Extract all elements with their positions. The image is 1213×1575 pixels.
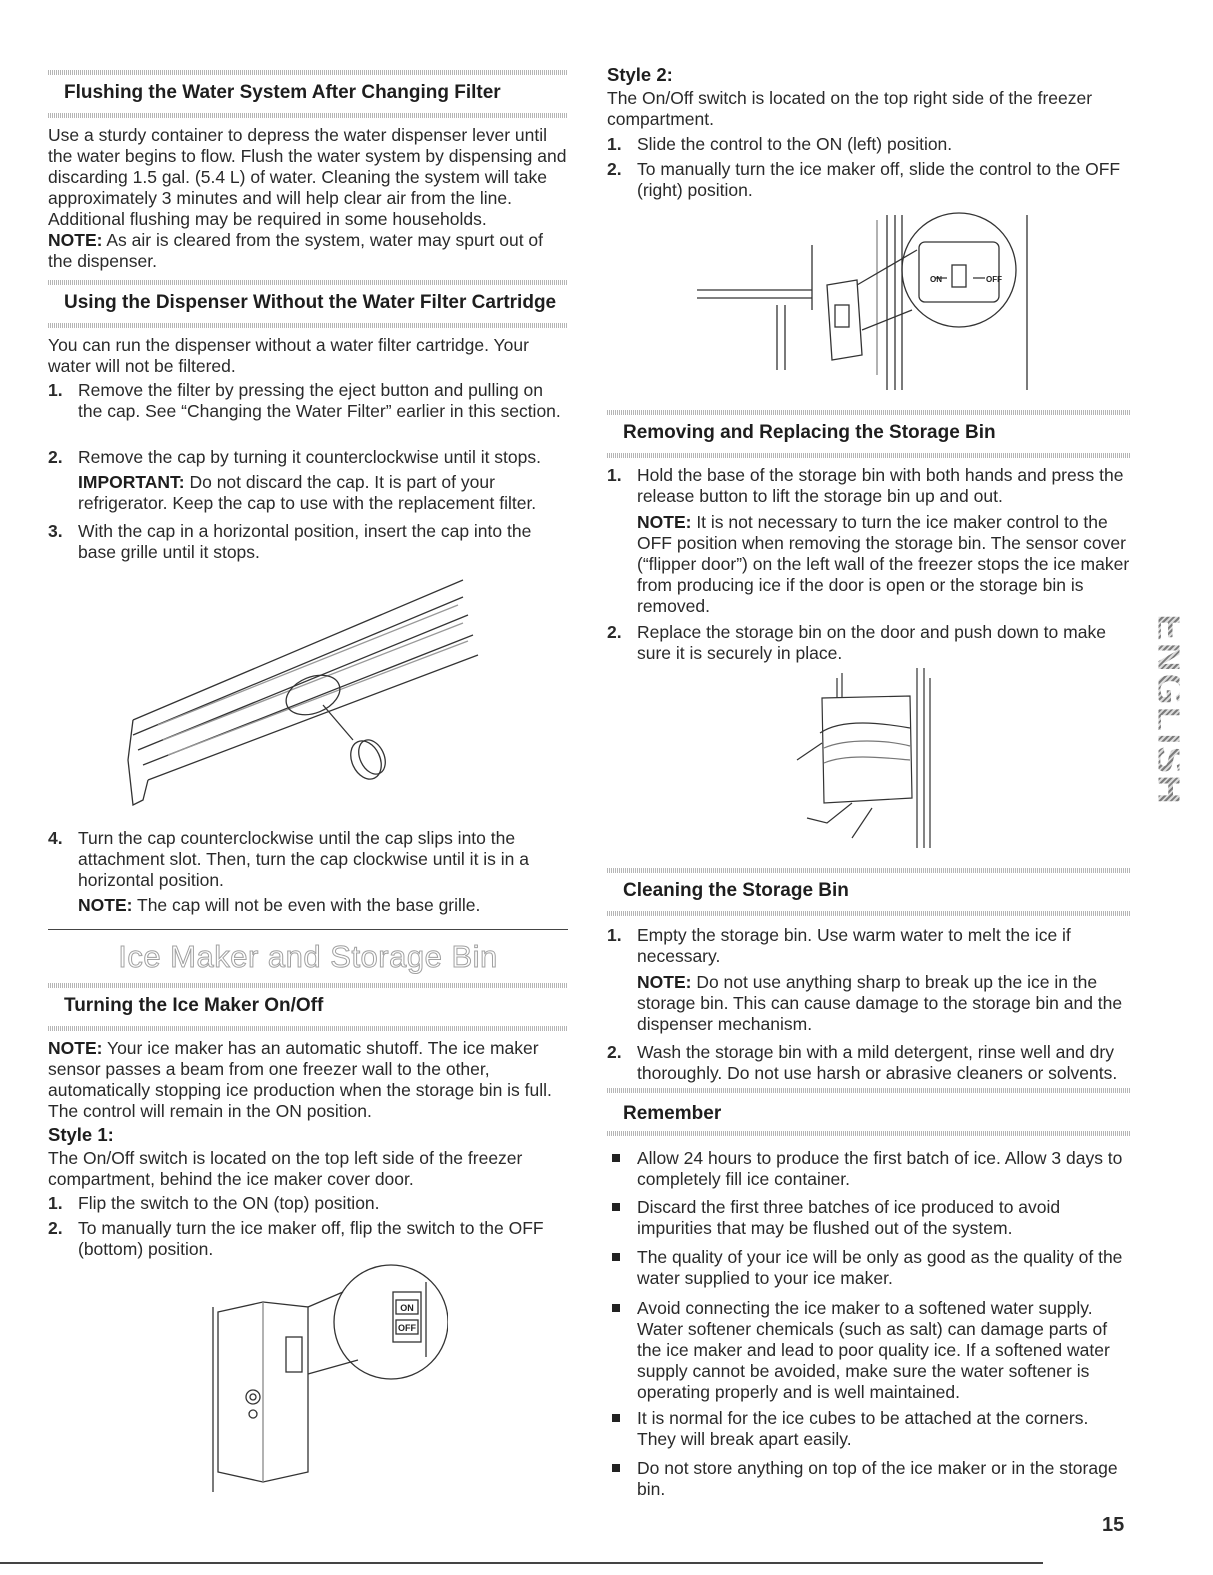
bullet-item: Do not store anything on top of the ice maker or in the storage bin. [607, 1458, 1130, 1500]
style2-label: Style 2: [607, 64, 673, 85]
language-side-tab: ENGLISH [1147, 614, 1192, 806]
remember-heading: Remember [623, 1103, 722, 1124]
turning-heading: Turning the Ice Maker On/Off [64, 995, 324, 1016]
list-item: 2. To manually turn the ice maker off, slide the control to the OFF (right) position. [607, 159, 1121, 200]
removing-note: NOTE: It is not necessary to turn the ice maker control to the OFF position when removing the storage bin. The sensor cover (“flipper door”) on the left wall of the freezer stops the ice maker from producing ice if the door is open or the storage bin is removed. [637, 512, 1130, 616]
bullet-item: Avoid connecting the ice maker to a softened water supply. Water softener chemicals (such as salt) can damage parts of the ice maker and lead to poor quality ice. If a softened water supply cannot be avoided, make sure the water softener is operating properly and is well maintained. [607, 1298, 1130, 1403]
list-item: 1. Remove the filter by pressing the eject button and pulling on the cap. See “Changing the Water Filter” earlier in this section. [48, 380, 561, 421]
removing-heading-band [607, 410, 1130, 458]
without-filter-intro: You can run the dispenser without a water filter cartridge. Your water will not be filtered. [48, 335, 529, 376]
bullet-item: The quality of your ice will be only as good as the quality of the water supplied to your ice maker. [607, 1247, 1130, 1289]
switch-off-label: OFF [398, 1323, 416, 1333]
list-item: 3. With the cap in a horizontal position, insert the cap into the base grille until it stops. [48, 521, 532, 562]
flushing-body: Use a sturdy container to depress the water dispenser lever until the water begins to flow. Flush the water system by dispensing and discarding 1.5 gal. (5.4 L) of water. Cleaning the system will take approximately 3 minutes and will help clear air from the line. Additional flushing may be required in some households. [48, 125, 567, 229]
list-item: 2. Remove the cap by turning it counterclockwise until it stops. [48, 447, 541, 467]
bottom-rule [0, 1562, 1043, 1564]
style1-switch-illustration [208, 1262, 448, 1502]
bullet-item: Discard the first three batches of ice produced to avoid impurities that may be flushed out of the system. [607, 1197, 1130, 1239]
bullet-item: Allow 24 hours to produce the first batch of ice. Allow 3 days to completely fill ice container. [607, 1148, 1130, 1190]
style2-body: The On/Off switch is located on the top right side of the freezer compartment. [607, 88, 1093, 129]
bullet-icon [612, 1253, 620, 1261]
removing-heading: Removing and Replacing the Storage Bin [623, 422, 996, 443]
list-item: 2. Wash the storage bin with a mild detergent, rinse well and dry thoroughly. Do not use harsh or abrasive cleaners or solvents. [607, 1042, 1118, 1083]
cleaning-note: NOTE: Do not use anything sharp to break up the ice in the storage bin. This can cause damage to the storage bin and the dispenser mechanism. [637, 972, 1123, 1034]
section-title: Ice Maker and Storage Bin [118, 939, 498, 974]
bullet-icon [612, 1304, 620, 1312]
without-filter-heading-band [48, 280, 568, 328]
list-item: 1. Empty the storage bin. Use warm water to melt the ice if necessary. [607, 925, 1071, 966]
flushing-heading-band [48, 70, 568, 118]
style1-label: Style 1: [48, 1124, 114, 1145]
cleaning-heading: Cleaning the Storage Bin [623, 880, 849, 901]
cleaning-heading-band [607, 868, 1130, 916]
remember-heading-band [607, 1088, 1130, 1136]
switch-on-label: ON [400, 1303, 414, 1313]
flushing-heading: Flushing the Water System After Changing Filter [64, 82, 501, 103]
list-item: 1. Hold the base of the storage bin with both hands and press the release button to lift the storage bin up and out. [607, 465, 1124, 506]
slider-off-label: OFF [986, 275, 1002, 284]
bullet-icon [612, 1203, 620, 1211]
bullet-icon [612, 1414, 620, 1422]
turning-heading-band [48, 983, 568, 1031]
section-divider [48, 929, 568, 930]
list-item: 2. To manually turn the ice maker off, flip the switch to the OFF (bottom) position. [48, 1218, 544, 1259]
style1-body: The On/Off switch is located on the top left side of the freezer compartment, behind the ice maker cover door. [48, 1148, 523, 1189]
grille-note: NOTE: The cap will not be even with the base grille. [78, 895, 481, 915]
bullet-item: It is normal for the ice cubes to be attached at the corners. They will break apart easily. [607, 1408, 1130, 1450]
storage-bin-illustration [792, 668, 952, 853]
style2-slider-illustration [697, 210, 1037, 395]
list-item: 4. Turn the cap counterclockwise until the cap slips into the attachment slot. Then, turn the cap clockwise until it is in a horizontal position. [48, 828, 530, 890]
bullet-icon [612, 1464, 620, 1472]
list-item: 1. Flip the switch to the ON (top) position. [48, 1193, 380, 1213]
list-item: 1. Slide the control to the ON (left) position. [607, 134, 953, 154]
list-item: 2. Replace the storage bin on the door and push down to make sure it is securely in place. [607, 622, 1106, 663]
flushing-note: NOTE: As air is cleared from the system, water may spurt out of the dispenser. [48, 230, 544, 271]
slider-on-label: ON [930, 275, 942, 284]
turning-note: NOTE: Your ice maker has an automatic shutoff. The ice maker sensor passes a beam from one freezer wall to the other, automatically stopping ice production when the storage bin is full. The control will remain in the ON position. [48, 1038, 552, 1121]
important-note: IMPORTANT: Do not discard the cap. It is part of your refrigerator. Keep the cap to use with the replacement filter. [78, 472, 537, 513]
page-number: 15 [1102, 1514, 1125, 1536]
bullet-icon [612, 1154, 620, 1162]
base-grille-cap-illustration [118, 575, 498, 810]
without-filter-heading: Using the Dispenser Without the Water Filter Cartridge [64, 292, 557, 313]
